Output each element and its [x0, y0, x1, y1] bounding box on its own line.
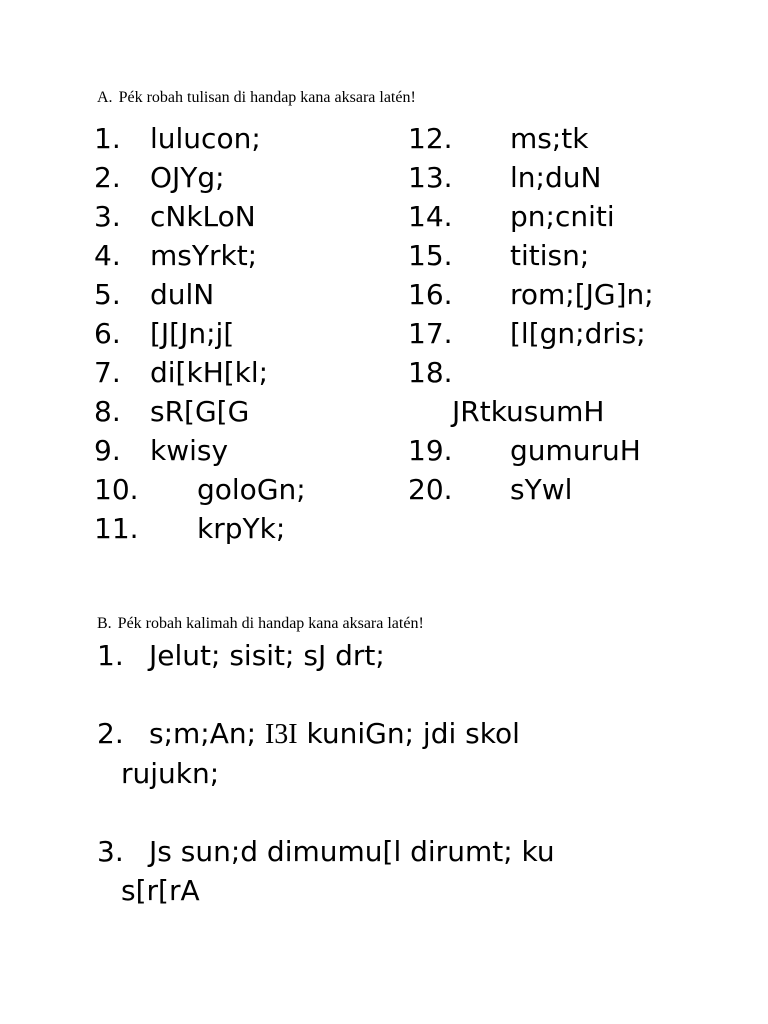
sentence-text-line2: s[r[rA	[121, 874, 200, 907]
list-item	[94, 236, 394, 275]
item-number: 13.	[408, 161, 453, 194]
sentence-item	[97, 636, 555, 675]
sentence-number: 2.	[97, 717, 124, 750]
item-text: sYwl	[510, 473, 573, 506]
list-item	[94, 509, 394, 548]
list-item	[94, 197, 394, 236]
list-item	[408, 470, 728, 509]
item-number: 11.	[94, 512, 139, 545]
item-text: rom;[JG]n;	[510, 278, 654, 311]
list-item	[94, 392, 394, 431]
item-text: kwisy	[150, 434, 229, 467]
item-number: 5.	[94, 278, 121, 311]
section-a-instruction: Pék robah tulisan di handap kana aksara latén!	[118, 89, 416, 106]
section-a-heading	[97, 88, 416, 108]
sentence-item	[97, 832, 555, 910]
item-number: 6.	[94, 317, 121, 350]
sentence-text-part: I3I	[264, 719, 298, 750]
item-number: 8.	[94, 395, 121, 428]
sentence-item	[97, 714, 555, 793]
item-number: 16.	[408, 278, 453, 311]
list-item	[408, 119, 728, 158]
sentence-number: 1.	[97, 639, 124, 672]
item-text: gumuruH	[510, 434, 641, 467]
sentence-text: Jelut; sisit; sJ drt;	[149, 639, 385, 672]
list-item	[94, 353, 394, 392]
section-b-letter: B.	[97, 615, 112, 632]
list-item	[408, 158, 728, 197]
list-item	[408, 353, 728, 392]
sentence-text-part: s;m;An;	[149, 717, 265, 750]
item-text: dulN	[150, 278, 215, 311]
item-number: 18.	[408, 356, 453, 389]
list-item	[408, 197, 728, 236]
item-number: 17.	[408, 317, 453, 350]
item-text: krpYk;	[197, 512, 286, 545]
item-text: [l[gn;dris;	[510, 317, 646, 350]
item-text: titisn;	[510, 239, 590, 272]
item-text: ms;tk	[510, 122, 589, 155]
item-text: sR[G[G	[150, 395, 250, 428]
item-text: ln;duN	[510, 161, 602, 194]
item-text: msYrkt;	[150, 239, 258, 272]
item-text: di[kH[kl;	[150, 356, 269, 389]
sentence-text-part: kuniGn; jdi skol	[297, 717, 520, 750]
list-item	[408, 275, 728, 314]
list-item	[94, 119, 394, 158]
item-number: 10.	[94, 473, 139, 506]
list-item	[408, 236, 728, 275]
item-text: goloGn;	[197, 473, 306, 506]
sentence-number: 3.	[97, 835, 124, 868]
section-b-list	[97, 636, 555, 949]
item-text: lulucon;	[150, 122, 261, 155]
item-number: 2.	[94, 161, 121, 194]
item-number: 20.	[408, 473, 453, 506]
item-number: 9.	[94, 434, 121, 467]
list-item	[94, 314, 394, 353]
list-item	[94, 158, 394, 197]
list-item	[94, 431, 394, 470]
item-text: OJYg;	[150, 161, 225, 194]
item-text: [J[Jn;j[	[150, 317, 235, 350]
item-number: 7.	[94, 356, 121, 389]
section-b-heading	[97, 614, 424, 634]
item-number: 14.	[408, 200, 453, 233]
list-item-continuation: JRtkusumH	[452, 395, 605, 428]
list-item	[94, 275, 394, 314]
item-number: 12.	[408, 122, 453, 155]
section-a-list-right	[408, 119, 728, 509]
section-a-letter: A.	[97, 89, 113, 106]
item-number: 1.	[94, 122, 121, 155]
section-a-list-left	[94, 119, 394, 548]
item-number: 3.	[94, 200, 121, 233]
list-item	[94, 470, 394, 509]
sentence-text: Js sun;d dimumu[l dirumt; ku	[149, 835, 555, 868]
section-b-instruction: Pék robah kalimah di handap kana aksara latén!	[117, 615, 424, 632]
item-number: 15.	[408, 239, 453, 272]
list-item	[408, 431, 728, 470]
item-text: pn;cniti	[510, 200, 615, 233]
item-number: 4.	[94, 239, 121, 272]
item-text: cNkLoN	[150, 200, 256, 233]
item-number: 19.	[408, 434, 453, 467]
list-item	[408, 314, 728, 353]
sentence-text-line2: rujukn;	[121, 757, 220, 790]
